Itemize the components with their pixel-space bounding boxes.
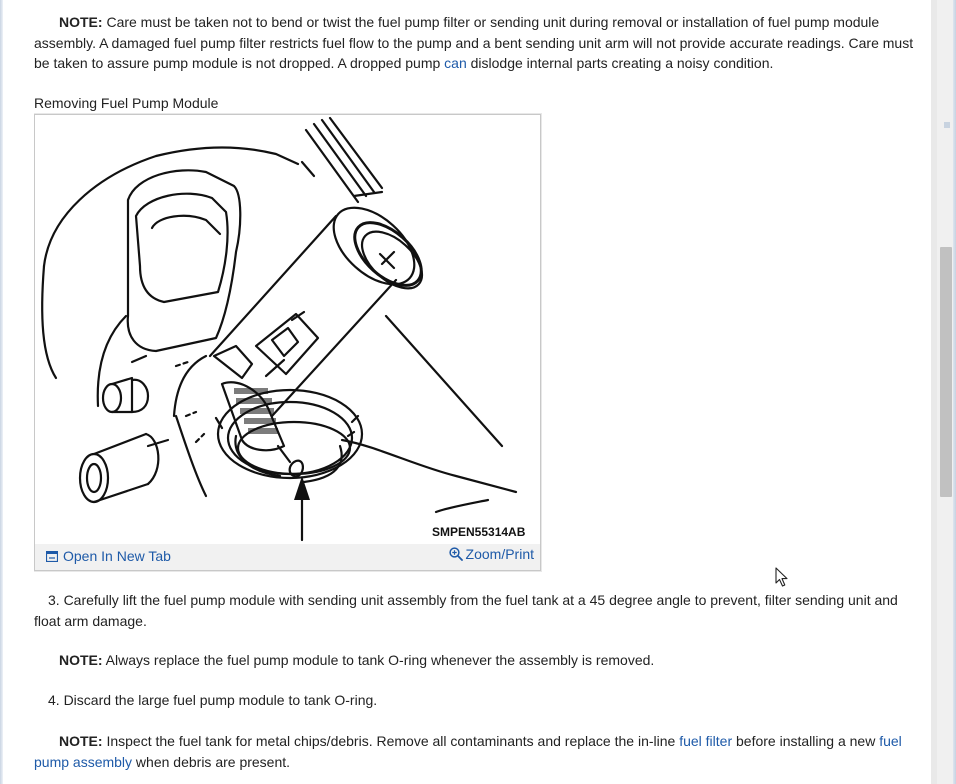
note-care-tail: dislodge internal parts creating a noisy condition. xyxy=(466,55,774,71)
magnifier-plus-icon xyxy=(449,547,463,561)
fuel-pump-drawing xyxy=(36,116,539,543)
note-debris-text: Inspect the fuel tank for metal chips/debris. Remove all contaminants and replace the in-line xyxy=(102,733,680,749)
scrollbar-gutter xyxy=(931,0,937,784)
zoom-print-label: Zoom/Print xyxy=(465,546,534,562)
figure-toolbar xyxy=(35,544,540,570)
note-debris-middle: before installing a new xyxy=(732,733,880,749)
step-3: 3. Carefully lift the fuel pump module with sending unit assembly from the fuel tank at a 45 degree angle to prevent, filter sending unit and float arm damage. xyxy=(34,592,898,629)
vertical-scrollbar[interactable] xyxy=(931,0,956,784)
open-in-new-tab-label: Open In New Tab xyxy=(63,548,171,564)
note-care-text: Care must be taken not to bend or twist the fuel pump filter or sending unit during removal or installation of fuel pump module assembly. A damaged fuel pump filter restricts fuel flow to the pump and a bent sending unit arm will not provide accurate readings. Care must be taken to assure pump module is not dropped. A dropped pump xyxy=(34,14,914,71)
figure-image-code: SMPEN55314AB xyxy=(432,525,526,539)
note-oring-text: Always replace the fuel pump module to tank O-ring whenever the assembly is removed. xyxy=(102,652,655,668)
note-oring-paragraph xyxy=(34,650,914,671)
step-4: 4. Discard the large fuel pump module to tank O-ring. xyxy=(48,692,378,708)
fuel-pump-module-illustration[interactable] xyxy=(36,116,539,543)
zoom-print-button[interactable] xyxy=(449,546,534,562)
link-fuel-pump-assembly[interactable]: fuel pump assembly xyxy=(34,733,902,770)
scrollbar-marker xyxy=(944,122,950,128)
figure-caption: Removing Fuel Pump Module xyxy=(34,95,219,111)
note-debris-paragraph xyxy=(34,731,918,772)
open-in-new-tab-button[interactable] xyxy=(46,548,171,564)
window-left-edge xyxy=(0,0,3,784)
link-can[interactable]: can xyxy=(444,55,467,71)
article-content xyxy=(34,0,919,784)
figure-container xyxy=(34,114,541,571)
note-debris-tail: when debris are present. xyxy=(132,753,291,770)
open-new-tab-icon xyxy=(46,551,58,562)
mouse-pointer-icon xyxy=(775,567,789,587)
note-care-paragraph xyxy=(34,12,914,74)
note-label: NOTE: xyxy=(59,14,103,30)
scrollbar-thumb[interactable] xyxy=(940,247,952,497)
note-label: NOTE: xyxy=(59,652,103,668)
note-label: NOTE: xyxy=(59,733,103,749)
link-fuel-filter[interactable]: fuel filter xyxy=(679,733,733,749)
